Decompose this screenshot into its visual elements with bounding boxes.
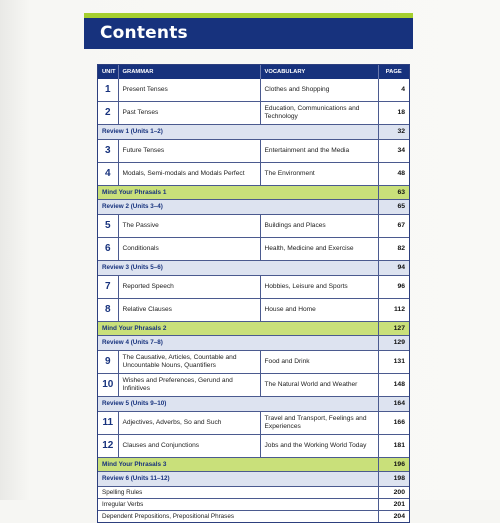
vocabulary-topic: Entertainment and the Media <box>260 140 378 163</box>
grammar-topic: Present Tenses <box>118 79 260 102</box>
page-number: 65 <box>378 200 409 215</box>
page-number: 166 <box>378 412 409 435</box>
grammar-topic: Clauses and Conjunctions <box>118 435 260 458</box>
review-row <box>98 200 409 215</box>
vocabulary-topic: House and Home <box>260 299 378 322</box>
review-row <box>98 261 409 276</box>
page-number: 148 <box>378 374 409 397</box>
unit-row <box>98 163 409 186</box>
page-number: 198 <box>378 472 409 487</box>
unit-row <box>98 374 409 397</box>
review-row <box>98 336 409 351</box>
review-row <box>98 125 409 140</box>
vocabulary-topic: Clothes and Shopping <box>260 79 378 102</box>
page-number: 127 <box>378 322 409 336</box>
vocabulary-topic: Travel and Transport, Feelings and Experiences <box>260 412 378 435</box>
header-row <box>98 65 409 79</box>
grammar-topic: Modals, Semi-modals and Modals Perfect <box>118 163 260 186</box>
unit-row <box>98 238 409 261</box>
unit-row <box>98 102 409 125</box>
grammar-topic: Conditionals <box>118 238 260 261</box>
grammar-topic: The Passive <box>118 215 260 238</box>
contents-rows <box>98 79 409 522</box>
unit-number: 7 <box>98 276 118 299</box>
phrasal-row <box>98 186 409 200</box>
unit-number: 2 <box>98 102 118 125</box>
column-header-grammar: GRAMMAR <box>118 65 260 79</box>
grammar-topic: Reported Speech <box>118 276 260 299</box>
page-number: 4 <box>378 79 409 102</box>
page-number: 48 <box>378 163 409 186</box>
page-number: 164 <box>378 397 409 412</box>
unit-row <box>98 79 409 102</box>
grammar-topic: Past Tenses <box>118 102 260 125</box>
page-number: 129 <box>378 336 409 351</box>
extra-label: Dependent Prepositions, Prepositional Phrases <box>98 511 378 523</box>
unit-number: 1 <box>98 79 118 102</box>
contents-table <box>97 64 410 523</box>
page-number: 201 <box>378 499 409 511</box>
page-number: 112 <box>378 299 409 322</box>
grammar-topic: Wishes and Preferences, Gerund and Infinitives <box>118 374 260 397</box>
page-number: 63 <box>378 186 409 200</box>
review-label: Review 6 (Units 11–12) <box>98 472 378 487</box>
review-label: Review 3 (Units 5–6) <box>98 261 378 276</box>
title-banner <box>84 18 413 49</box>
grammar-topic: The Causative, Articles, Countable and Uncountable Nouns, Quantifiers <box>118 351 260 374</box>
page-number: 82 <box>378 238 409 261</box>
review-row <box>98 472 409 487</box>
page-number: 96 <box>378 276 409 299</box>
extra-row <box>98 511 409 523</box>
extra-label: Irregular Verbs <box>98 499 378 511</box>
review-row <box>98 397 409 412</box>
grammar-topic: Relative Clauses <box>118 299 260 322</box>
phrasal-label: Mind Your Phrasals 1 <box>98 186 378 200</box>
vocabulary-topic: The Environment <box>260 163 378 186</box>
vocabulary-topic: Education, Communications and Technology <box>260 102 378 125</box>
unit-row <box>98 215 409 238</box>
unit-number: 8 <box>98 299 118 322</box>
phrasal-row <box>98 458 409 472</box>
vocabulary-topic: The Natural World and Weather <box>260 374 378 397</box>
vocabulary-topic: Buildings and Places <box>260 215 378 238</box>
page-number: 196 <box>378 458 409 472</box>
column-header-unit: UNIT <box>98 65 118 79</box>
review-label: Review 1 (Units 1–2) <box>98 125 378 140</box>
unit-number: 3 <box>98 140 118 163</box>
unit-row <box>98 435 409 458</box>
review-label: Review 2 (Units 3–4) <box>98 200 378 215</box>
extra-label: Spelling Rules <box>98 487 378 499</box>
unit-row <box>98 140 409 163</box>
grammar-topic: Adjectives, Adverbs, So and Such <box>118 412 260 435</box>
vocabulary-topic: Hobbies, Leisure and Sports <box>260 276 378 299</box>
page-title: Contents <box>100 23 188 43</box>
vocabulary-topic: Jobs and the Working World Today <box>260 435 378 458</box>
page-number: 200 <box>378 487 409 499</box>
extra-row <box>98 487 409 499</box>
phrasal-row <box>98 322 409 336</box>
phrasal-label: Mind Your Phrasals 3 <box>98 458 378 472</box>
phrasal-label: Mind Your Phrasals 2 <box>98 322 378 336</box>
column-header-page: PAGE <box>378 65 409 79</box>
page-number: 67 <box>378 215 409 238</box>
review-label: Review 4 (Units 7–8) <box>98 336 378 351</box>
review-label: Review 5 (Units 9–10) <box>98 397 378 412</box>
unit-number: 9 <box>98 351 118 374</box>
page-number: 204 <box>378 511 409 523</box>
unit-row <box>98 412 409 435</box>
unit-number: 12 <box>98 435 118 458</box>
page-number: 18 <box>378 102 409 125</box>
grammar-topic: Future Tenses <box>118 140 260 163</box>
unit-number: 6 <box>98 238 118 261</box>
unit-row <box>98 299 409 322</box>
unit-number: 10 <box>98 374 118 397</box>
vocabulary-topic: Food and Drink <box>260 351 378 374</box>
unit-row <box>98 276 409 299</box>
vocabulary-topic: Health, Medicine and Exercise <box>260 238 378 261</box>
extra-row <box>98 499 409 511</box>
unit-number: 5 <box>98 215 118 238</box>
unit-row <box>98 351 409 374</box>
page-number: 181 <box>378 435 409 458</box>
page-number: 34 <box>378 140 409 163</box>
unit-number: 11 <box>98 412 118 435</box>
unit-number: 4 <box>98 163 118 186</box>
page-number: 94 <box>378 261 409 276</box>
page-number: 32 <box>378 125 409 140</box>
page-number: 131 <box>378 351 409 374</box>
column-header-vocabulary: VOCABULARY <box>260 65 378 79</box>
